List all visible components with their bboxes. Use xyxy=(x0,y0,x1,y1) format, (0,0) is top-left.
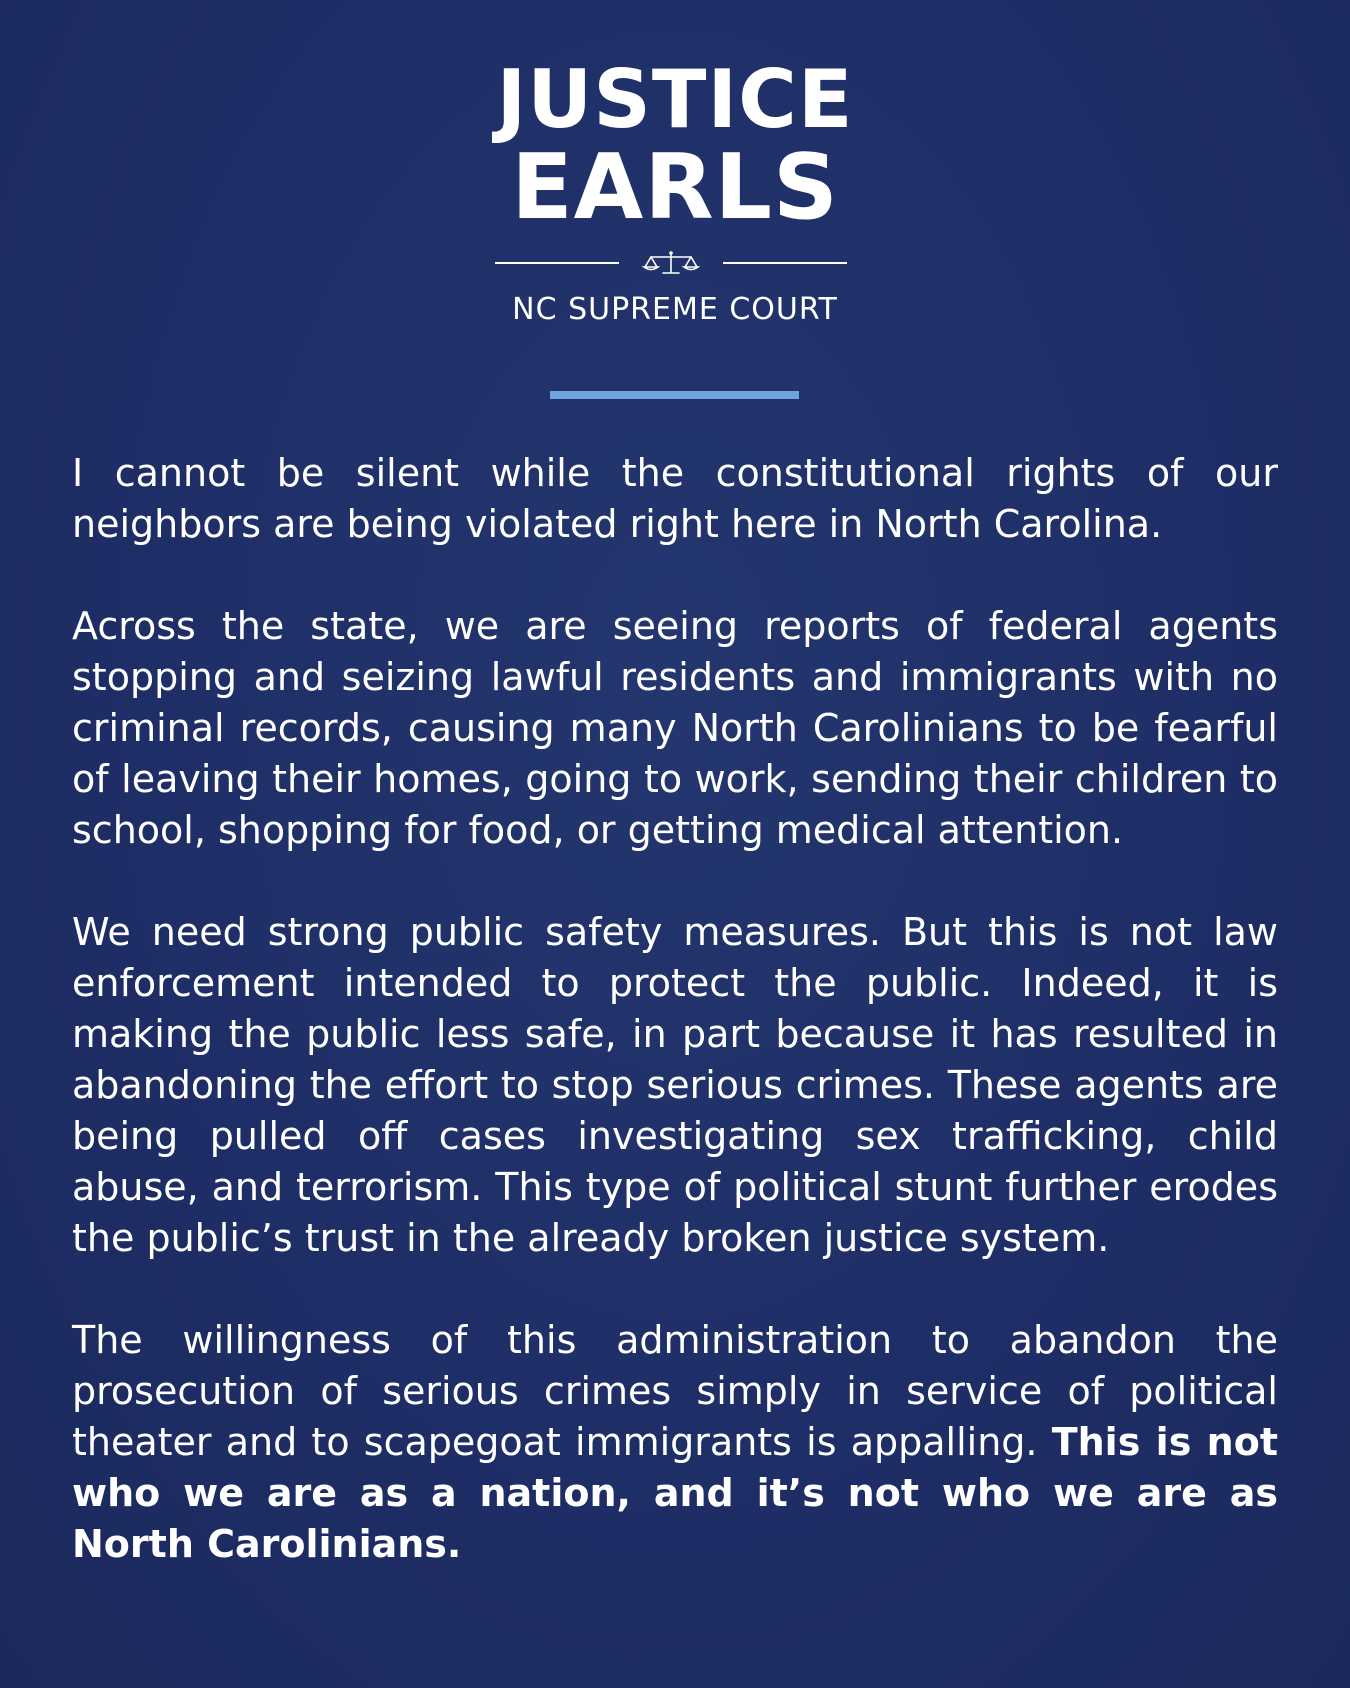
statement-paragraph-4-text: The willingness of this administration to abandon the prosecution of serious crimes simply in service of political theater and to scapegoat immigrants is appalling. xyxy=(72,1318,1278,1464)
divider-rule-right xyxy=(723,262,847,264)
statement-body xyxy=(72,448,1278,1570)
statement-paragraph-3: We need strong public safety measures. But this is not law enforcement intended to protect the public. Indeed, it is making the public less safe, in part because it has resulted in abandoning the effort to stop serious crimes. These agents are being pulled off cases investigating sex trafficking, child abuse, and terrorism. This type of political stunt further erodes the public’s trust in the already broken justice system. xyxy=(72,910,1278,1260)
statement-closing-emphasis: This is not who we are as a nation, and it’s not who we are as North Carolinians. xyxy=(72,1420,1278,1566)
logo-subtitle: NC SUPREME COURT xyxy=(512,292,838,327)
logo-name-line2: EARLS xyxy=(511,135,839,240)
accent-divider xyxy=(550,391,799,399)
statement-paragraph-1: I cannot be silent while the constitutional rights of our neighbors are being violated right here in North Carolina. xyxy=(72,451,1278,546)
scales-of-justice-icon xyxy=(641,250,701,276)
campaign-logo xyxy=(0,53,1350,240)
logo-divider xyxy=(495,250,847,276)
statement-paragraph-4 xyxy=(72,1315,1278,1570)
statement-paragraph-2: Across the state, we are seeing reports of federal agents stopping and seizing lawful residents and immigrants with no criminal records, causing many North Carolinians to be fearful of leaving their homes, going to work, sending their children to school, shopping for food, or getting medical attention. xyxy=(72,604,1278,852)
logo-name-line1: JUSTICE xyxy=(496,53,854,146)
divider-rule-left xyxy=(495,262,619,264)
